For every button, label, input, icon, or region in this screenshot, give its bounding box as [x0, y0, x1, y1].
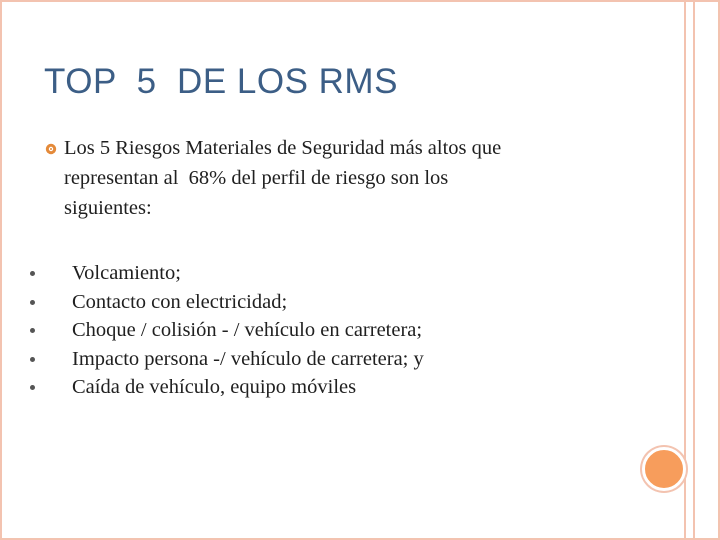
- list-item: [30, 345, 590, 374]
- intro-paragraph: [45, 133, 605, 223]
- risk-text: Impacto persona -/ vehículo de carretera; y: [72, 347, 424, 370]
- bullet-dot-icon: [30, 357, 35, 362]
- risk-text: Choque / colisión - / vehículo en carretera;: [72, 319, 423, 341]
- intro-text: Los 5 Riesgos Materiales de Seguridad más altos que representan al 68% del perfil de riesgo son los siguientes:: [64, 137, 502, 219]
- list-item: [30, 373, 590, 402]
- decorative-rule: [693, 0, 695, 540]
- decorative-rule: [684, 0, 686, 540]
- decorative-circle-icon: [642, 447, 686, 491]
- risk-text: Caída de vehículo, equipo móviles: [72, 376, 357, 398]
- bullet-dot-icon: [30, 271, 35, 276]
- bullet-dot-icon: [30, 300, 35, 305]
- list-item: [30, 316, 590, 345]
- risk-text: Volcamiento;: [72, 262, 181, 284]
- risk-list: [30, 259, 590, 402]
- slide-title: TOP 5 DE LOS RMS: [44, 62, 398, 101]
- bullet-dot-icon: [30, 385, 35, 390]
- list-item: [30, 288, 590, 317]
- list-item: [30, 259, 590, 288]
- risk-text: Contacto con electricidad;: [72, 290, 288, 313]
- bullet-dot-icon: [30, 328, 35, 333]
- orange-gear-bullet-icon: [45, 143, 57, 155]
